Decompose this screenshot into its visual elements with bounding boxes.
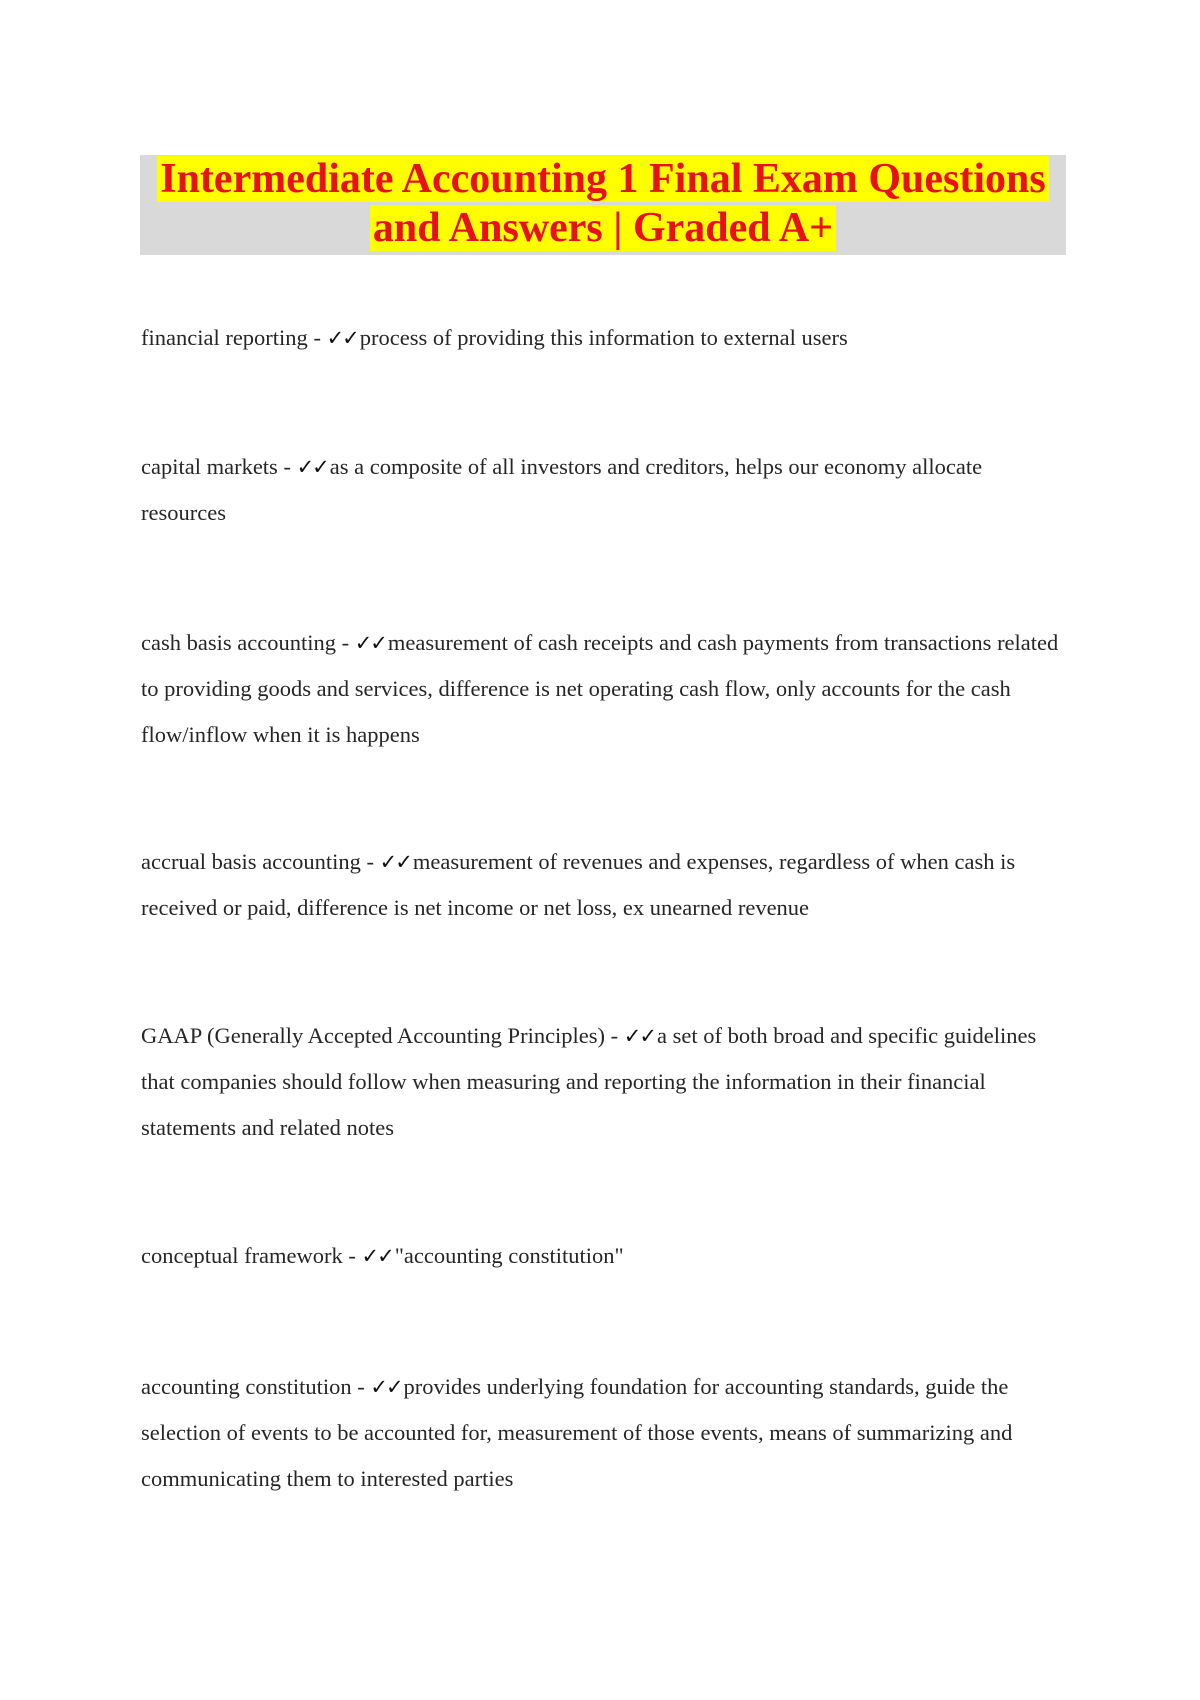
entry-definition: "accounting constitution" [394, 1243, 624, 1268]
double-check-icon: ✓✓ [361, 1244, 393, 1268]
qa-entry-capital-markets [141, 444, 1071, 536]
qa-entry-gaap [141, 1013, 1071, 1151]
qa-entry-cash-basis-accounting [141, 620, 1071, 758]
entry-term: capital markets [141, 454, 278, 479]
entry-definition: a set of both broad and specific guidelines that companies should follow when measuring and reporting the information in their financial statements and related notes [141, 1023, 1037, 1140]
double-check-icon: ✓✓ [623, 1024, 655, 1048]
entry-separator: - [307, 325, 327, 350]
entry-term: conceptual framework [141, 1243, 343, 1268]
qa-entry-conceptual-framework [141, 1233, 1071, 1279]
entry-term: cash basis accounting [141, 630, 336, 655]
entry-separator: - [605, 1023, 624, 1048]
double-check-icon: ✓✓ [370, 1375, 402, 1399]
qa-entry-accounting-constitution [141, 1364, 1071, 1502]
entry-definition: process of providing this information to external users [359, 325, 848, 350]
entry-term: accounting constitution [141, 1374, 352, 1399]
entry-term: GAAP (Generally Accepted Accounting Principles) [141, 1023, 606, 1048]
entry-definition: measurement of revenues and expenses, regardless of when cash is received or paid, difference is net income or net loss, ex unearned revenue [141, 849, 1016, 920]
qa-entry-financial-reporting [141, 315, 1071, 361]
double-check-icon: ✓✓ [326, 326, 358, 350]
entry-separator: - [342, 1243, 362, 1268]
entry-separator: - [277, 454, 297, 479]
entry-definition: as a composite of all investors and creditors, helps our economy allocate resources [141, 454, 983, 525]
double-check-icon: ✓✓ [379, 850, 411, 874]
entry-separator: - [335, 630, 355, 655]
entry-separator: - [351, 1374, 371, 1399]
entry-definition: measurement of cash receipts and cash payments from transactions related to providing goods and services, difference is net operating cash flow, only accounts for the cash flow/inflow when it is happens [141, 630, 1059, 747]
double-check-icon: ✓✓ [296, 455, 328, 479]
title-banner [140, 155, 1066, 255]
entry-separator: - [360, 849, 380, 874]
double-check-icon: ✓✓ [354, 631, 386, 655]
entry-term: accrual basis accounting [141, 849, 361, 874]
qa-entry-accrual-basis-accounting [141, 839, 1071, 931]
entry-definition: provides underlying foundation for accounting standards, guide the selection of events to be accounted for, measurement of those events, means of summarizing and communicating them to interested parties [141, 1374, 1013, 1491]
document-title: Intermediate Accounting 1 Final Exam Questions and Answers | Graded A+ [157, 156, 1049, 251]
entry-term: financial reporting [141, 325, 308, 350]
